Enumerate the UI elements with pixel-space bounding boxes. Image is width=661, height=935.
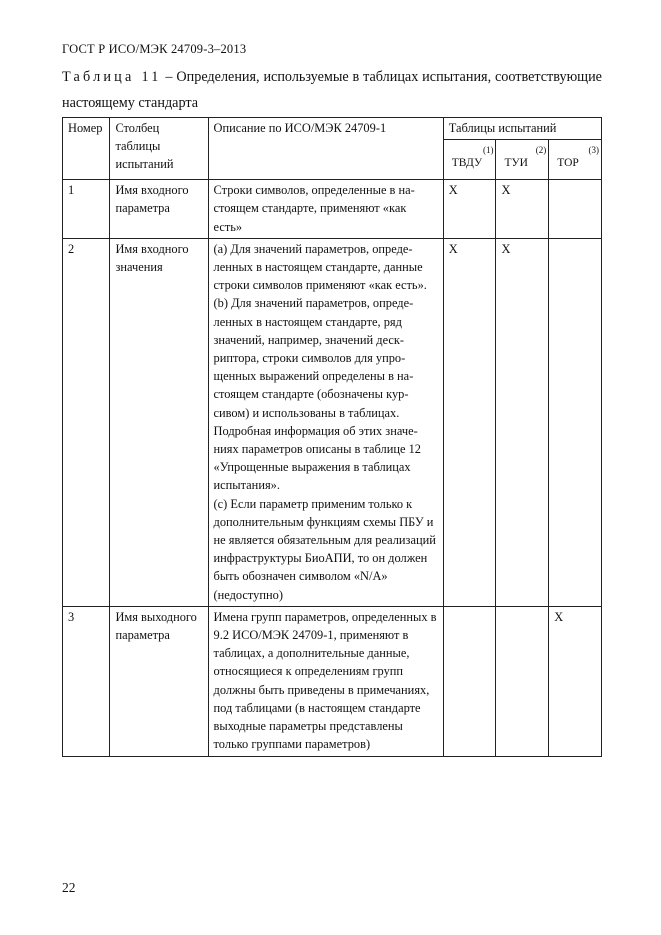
header-tvdu [443, 140, 496, 180]
table-caption-text: – Определения, используемые в таблицах испытания, соответствующие настоящему стандарта [62, 69, 602, 111]
header-tui [496, 140, 549, 180]
table-row [63, 180, 602, 239]
row-tui-mark: X [496, 238, 549, 606]
row-tor-mark [549, 180, 602, 239]
header-tor-note: (3) [588, 145, 599, 156]
row-tvdu-mark [443, 606, 496, 756]
definitions-table [62, 117, 602, 757]
header-tor-label: ТОР [557, 157, 579, 170]
table-caption [62, 64, 602, 116]
header-tui-note: (2) [535, 145, 547, 156]
header-tvdu-note: (1) [482, 145, 494, 156]
row-column-name: Имя входного значения [110, 238, 208, 606]
document-code: ГОСТ Р ИСО/МЭК 24709-3–2013 [62, 42, 247, 56]
description-paragraph: (b) Для значений параметров, определенных в настоящем стандарте, ряд значений, например, значений дескриптора, строки символов для упрощенных выражений определены в настоящем стандарте (обозначены курсивом) и использованы в таблицах. Подробная информация об этих значениях параметров описаны в таблице 12 «Упрощенные выражения в таблицах испытания». [213, 296, 421, 493]
header-tor [549, 140, 602, 180]
description-paragraph: Строки символов, определенные в настоящем стандарте, применяют «как есть» [213, 183, 415, 234]
header-number: Номер [63, 118, 110, 180]
row-tui-mark [496, 606, 549, 756]
row-tor-mark: X [549, 606, 602, 756]
header-column: Столбец таблицы испытаний [110, 118, 208, 180]
row-description [208, 180, 443, 239]
table-row [63, 238, 602, 606]
row-tvdu-mark: X [443, 238, 496, 606]
description-paragraph: (a) Для значений параметров, определенных в настоящем стандарте, данные строки символов применяют «как есть». [213, 241, 427, 293]
row-number: 1 [63, 180, 110, 239]
row-column-name: Имя выходного параметра [110, 606, 208, 756]
row-tor-mark [549, 238, 602, 606]
row-description [208, 238, 443, 606]
row-number: 3 [63, 606, 110, 756]
row-number: 2 [63, 238, 110, 606]
table-header-row [63, 118, 602, 140]
row-tui-mark: X [496, 180, 549, 239]
row-description [208, 606, 443, 756]
row-column-name: Имя входного параметра [110, 180, 208, 239]
table-caption-label: Таблица 11 [62, 69, 162, 85]
row-tvdu-mark: X [443, 180, 496, 239]
header-tvdu-label: ТВДУ [451, 157, 483, 170]
header-tui-label: ТУИ [504, 157, 528, 170]
header-test-tables: Таблицы испытаний [443, 118, 601, 140]
description-paragraph: Имена групп параметров, определенных в 9.2 ИСО/МЭК 24709-1, применяют в таблицах, а дополнительные данные, относящиеся к определениям групп должны быть приведены в примечаниях, под таблицами (в настоящем стандарте выходные параметры представлены только группами параметров) [213, 609, 437, 752]
header-description: Описание по ИСО/МЭК 24709-1 [208, 118, 443, 180]
description-paragraph: (c) Если параметр применим только к дополнительным функциям схемы ПБУ и не является обязательным для реализаций инфраструктуры БиоАПИ, то он должен быть обозначен символом «N/A» (недоступно) [213, 496, 436, 602]
page-number: 22 [62, 880, 76, 895]
table-row [63, 606, 602, 756]
